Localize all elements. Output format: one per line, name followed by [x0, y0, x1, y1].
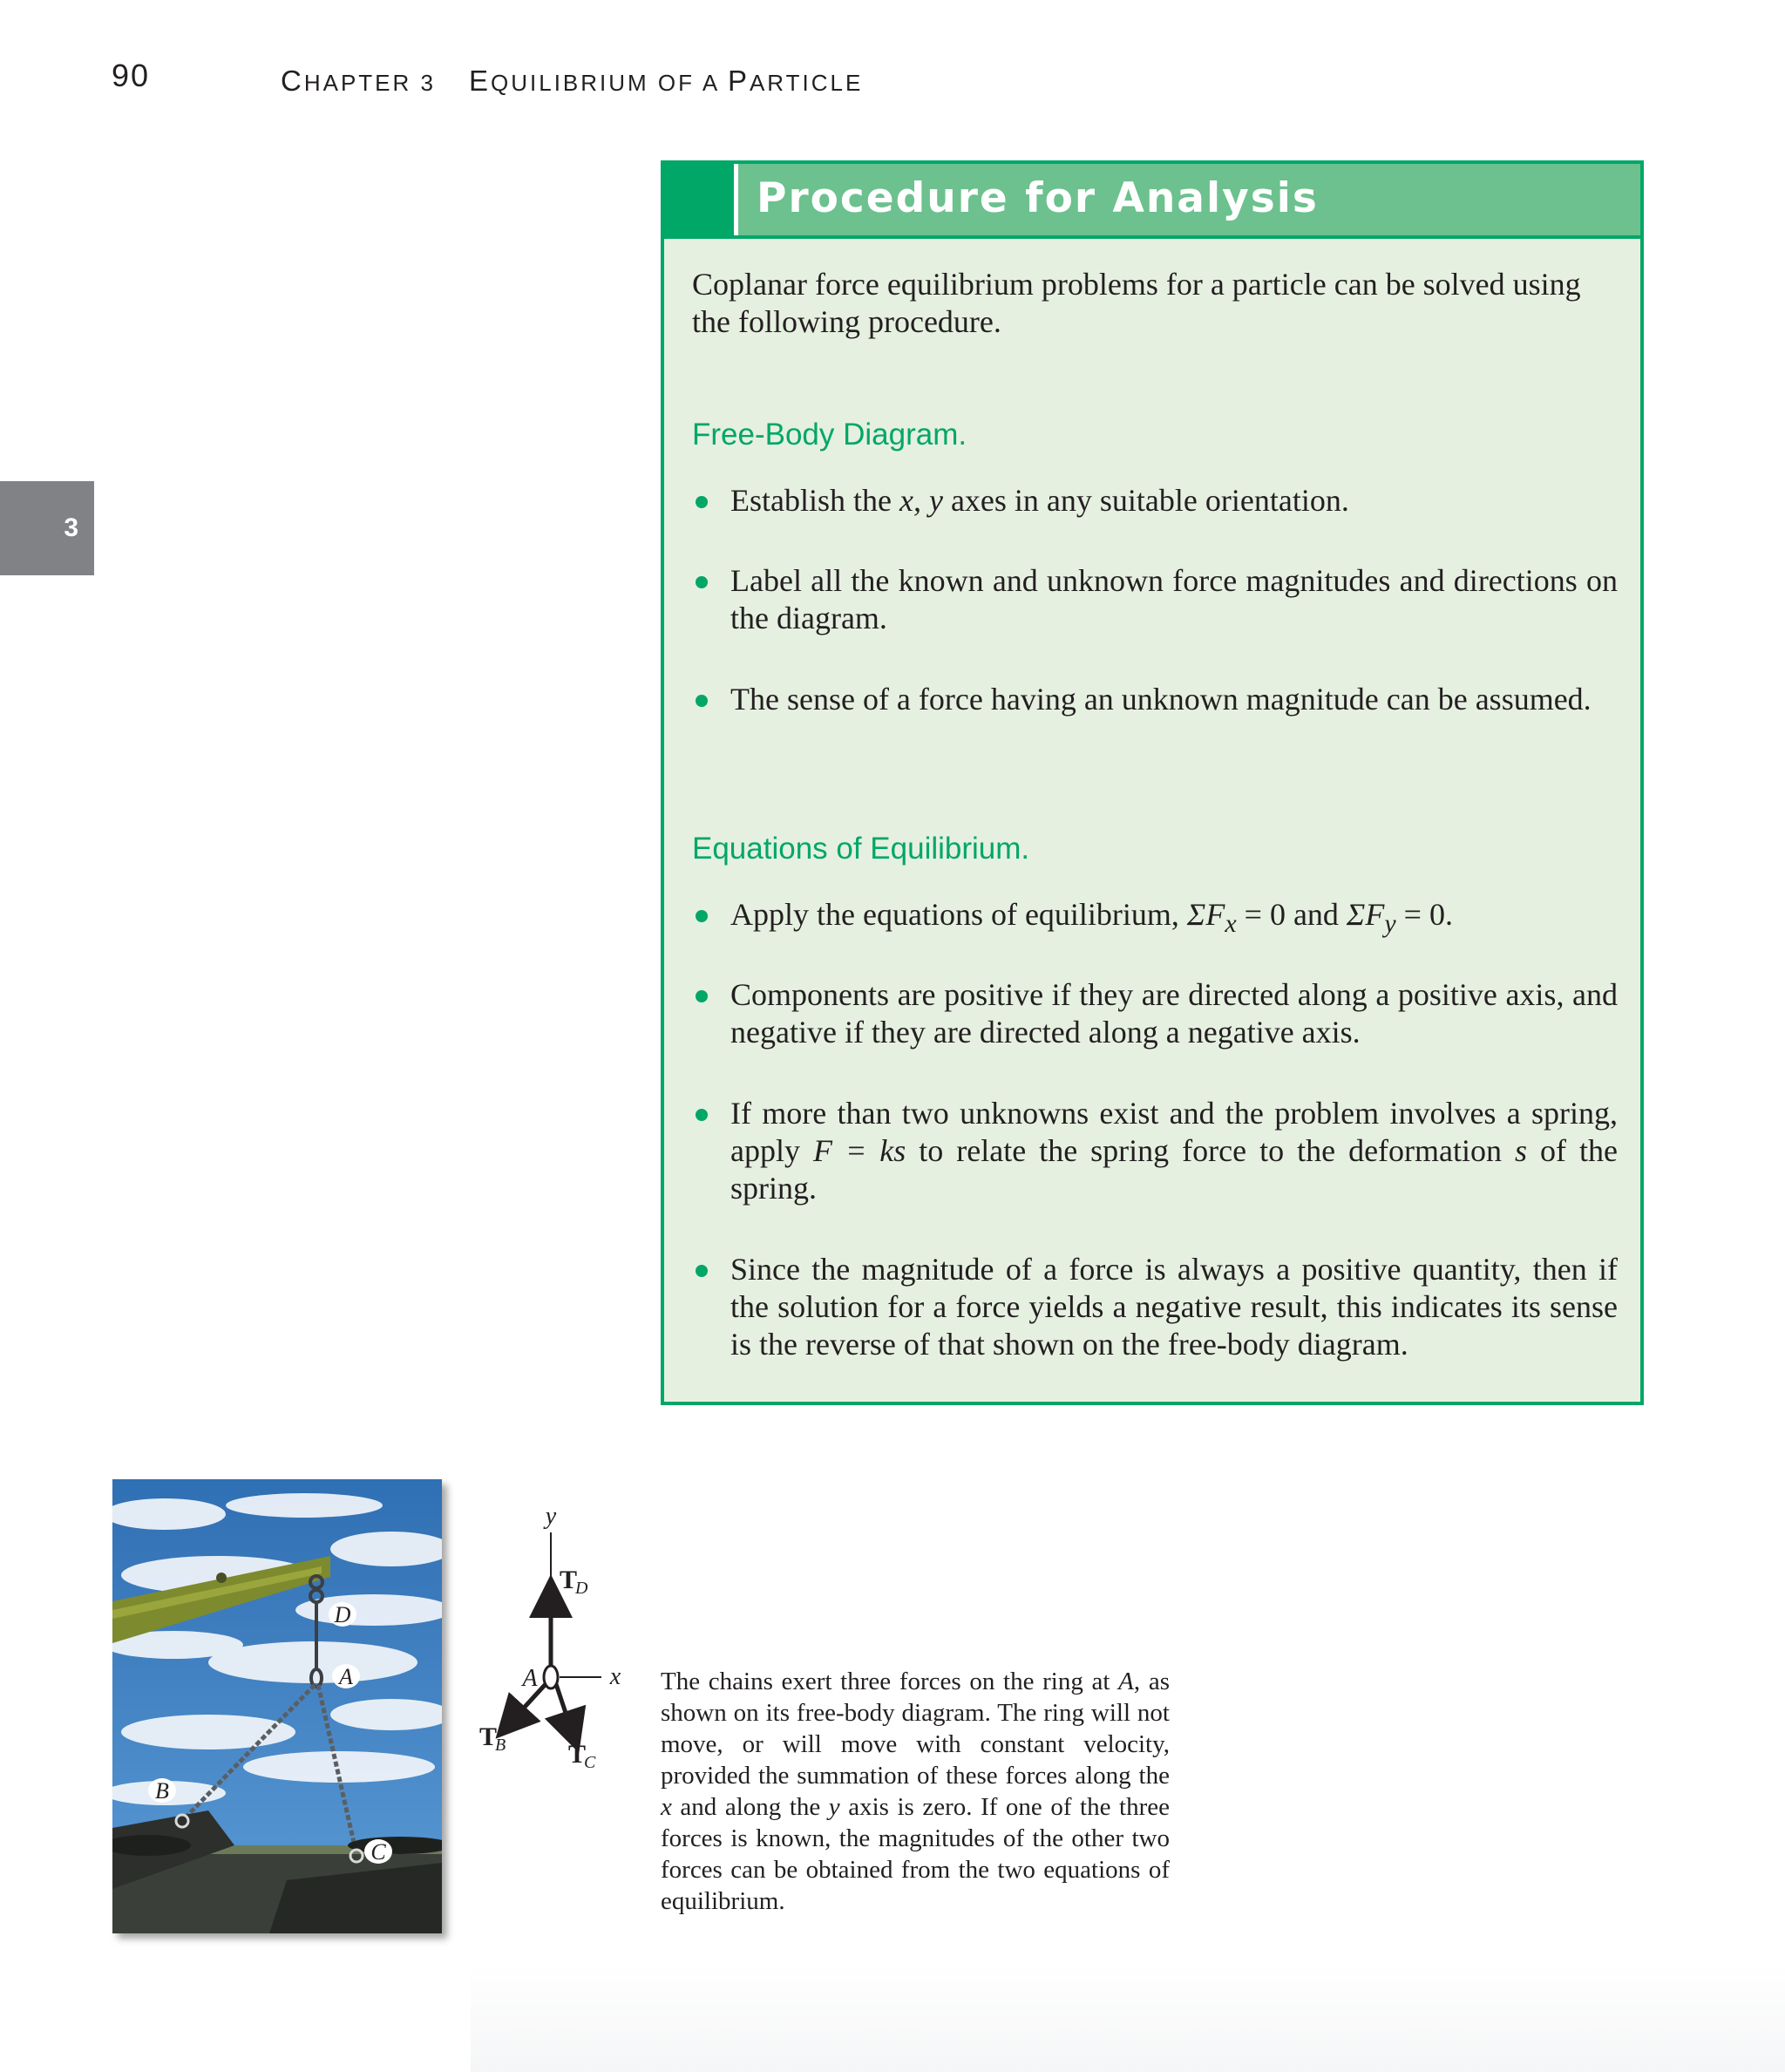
bullet-dot-icon	[696, 910, 708, 922]
procedure-box	[661, 160, 1644, 1405]
crane-chain-photo-image	[112, 1479, 442, 1933]
bullet-negative-result: Since the magnitude of a force is always a positive quantity, then if the solution for a force yields a negative result, this indicates its sense is the reverse of that shown on the free-body diagram.	[692, 1251, 1618, 1363]
bullet-dot-icon	[696, 1109, 708, 1121]
photo-label-b: B	[155, 1778, 169, 1804]
x-axis-label: x	[609, 1663, 621, 1690]
point-a-label: A	[522, 1665, 538, 1692]
bullet-dot-icon	[696, 576, 708, 588]
force-td-label: T	[560, 1566, 578, 1594]
photo-label-c: C	[370, 1839, 386, 1865]
chapter-tab: 3	[0, 481, 94, 575]
bullet-component-signs: Components are positive if they are directed along a positive axis, and negative if they are directed along a negative axis.	[692, 976, 1618, 1051]
bullet-dot-icon	[696, 695, 708, 707]
y-axis-label: y	[545, 1503, 557, 1530]
force-tc-label: T	[568, 1740, 587, 1769]
figure-caption: The chains exert three forces on the ring at A, as shown on its free-body diagram. The ring will not move, or will move with constant velocity, provided the summation of these forces along the x and along the y axis is zero. If one of the three forces is known, the magnitudes of the other two forces can be obtained from the two equations of equilibrium.	[661, 1668, 1170, 1915]
bullet-establish-axes: Establish the x, y axes in any suitable orientation.	[692, 482, 1618, 520]
bullet-dot-icon	[696, 1265, 708, 1277]
procedure-box-header	[664, 164, 1640, 239]
force-tb-label: T	[479, 1722, 498, 1751]
force-tc-arrow	[556, 1684, 574, 1736]
section-heading-equilibrium: Equations of Equilibrium.	[692, 832, 1030, 866]
force-tc-subscript: C	[584, 1753, 596, 1772]
bullet-dot-icon	[696, 496, 708, 508]
bullet-assume-sense: The sense of a force having an unknown magnitude can be assumed.	[692, 681, 1618, 718]
photo-label-d: D	[334, 1602, 351, 1627]
chapter-label: CHAPTER 3	[281, 65, 436, 97]
page-bottom-shade	[471, 1961, 1785, 2072]
header-accent-block	[664, 164, 738, 235]
ring-a-icon	[544, 1666, 558, 1688]
chapter-title: EQUILIBRIUM OF A PARTICLE	[469, 65, 864, 97]
procedure-intro: Coplanar force equilibrium problems for a particle can be solved using the following procedure.	[692, 267, 1581, 339]
photo-label-a: A	[339, 1664, 353, 1689]
bullet-spring: If more than two unknowns exist and the problem involves a spring, apply F = ks to relate the spring force to the deformation s of the spring.	[692, 1095, 1618, 1207]
bullet-dot-icon	[696, 990, 708, 1002]
page-number: 90	[112, 58, 151, 93]
crane-chain-photo	[112, 1479, 442, 1933]
force-td-subscript: D	[575, 1579, 588, 1598]
procedure-title: Procedure for Analysis	[757, 174, 1319, 222]
free-body-diagram	[471, 1491, 645, 1787]
force-tb-subscript: B	[495, 1736, 506, 1755]
bullet-label-forces: Label all the known and unknown force magnitudes and directions on the diagram.	[692, 562, 1618, 637]
section-heading-free-body: Free-Body Diagram.	[692, 418, 967, 452]
bullet-apply-equations: Apply the equations of equilibrium, $\Sigma F_x = 0$ and $\Sigma F_y = 0$.	[692, 896, 1618, 942]
